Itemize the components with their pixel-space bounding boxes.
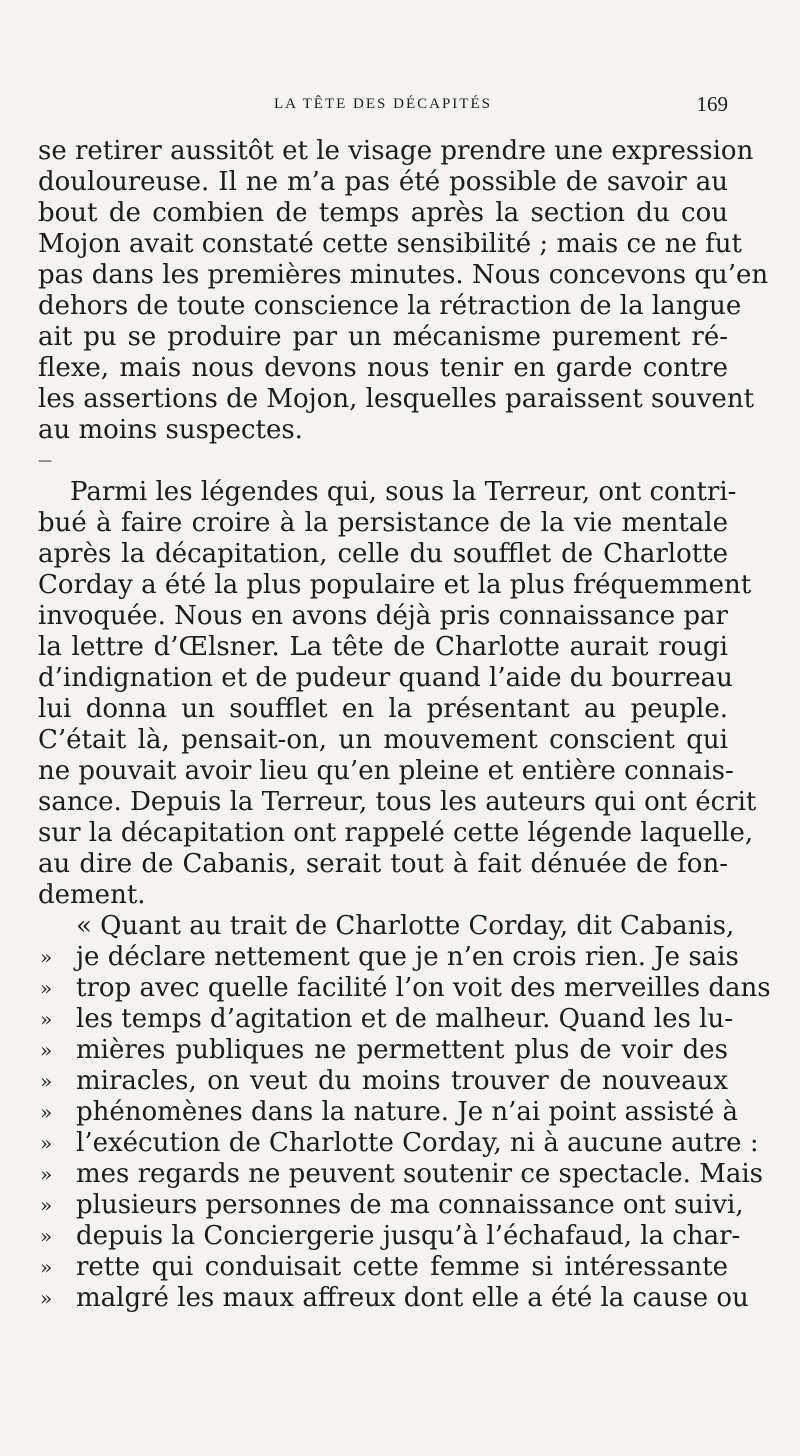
running-title: LA TÊTE DES DÉCAPITÉS [274,96,492,112]
quote-mark: » [40,976,53,1000]
quote-mark: » [40,1162,53,1186]
quote-text: plusieurs personnes de ma connaissance ont suivi, [76,1190,744,1220]
page-number: 169 [696,92,728,116]
section-separator: — [38,453,52,469]
quote-mark: » [40,1131,53,1155]
quote-line [38,942,739,973]
text-line: pas dans les premières minutes. Nous concevons qu’en [38,260,769,290]
text-line: C’était là, pensait-on, un mouvement conscient qui [38,725,728,755]
quote-mark: » [40,1100,53,1124]
quote-line [38,1283,749,1314]
quote-mark: » [40,1286,53,1310]
quote-text: les temps d’agitation et de malheur. Quand les lu- [76,1004,734,1034]
quote-line [38,1159,763,1190]
text-line: bué à faire croire à la persistance de la vie mentale [38,508,728,538]
text-line: douloureuse. Il ne m’a pas été possible de savoir au [38,167,728,197]
quote-mark: » [40,1038,53,1062]
text-line: au dire de Cabanis, serait tout à fait dénuée de fon- [38,849,728,879]
quote-line [38,1004,734,1035]
paragraph-continuation [38,136,769,446]
paragraph-charlotte-corday [38,477,757,911]
quote-line: « Quant au trait de Charlotte Corday, dit Cabanis, [76,911,735,941]
quote-mark: » [40,1069,53,1093]
text-line: se retirer aussitôt et le visage prendre une expression [38,136,754,166]
quote-text: miracles, on veut du moins trouver de nouveaux [76,1066,728,1096]
text-line: invoquée. Nous en avons déjà pris connaissance par [38,601,728,631]
text-line: après la décapitation, celle du soufflet de Charlotte [38,539,728,569]
quote-mark: » [40,1193,53,1217]
quote-mark: » [40,1255,53,1279]
text-line: lui donna un soufflet en la présentant au peuple. [38,694,728,724]
text-line: Mojon avait constaté cette sensibilité ; mais ce ne fut [38,229,742,259]
quote-line [38,1097,738,1128]
quote-text: l’exécution de Charlotte Corday, ni à aucune autre : [76,1128,759,1158]
text-line: sance. Depuis la Terreur, tous les auteurs qui ont écrit [38,787,757,817]
text-line: dement. [38,880,146,910]
quote-text: phénomènes dans la nature. Je n’ai point assisté à [76,1097,738,1127]
quote-text: trop avec quelle facilité l’on voit des merveilles dans [76,973,771,1003]
text-line: sur la décapitation ont rappelé cette légende laquelle, [38,818,754,848]
quote-line [38,973,771,1004]
quote-text: mières publiques ne permettent plus de voir des [76,1035,728,1065]
quote-mark: » [40,1007,53,1031]
quote-text: rette qui conduisait cette femme si intéressante [76,1252,728,1282]
quote-text: depuis la Conciergerie jusqu’à l’échafaud, la char- [76,1221,741,1251]
quote-line [38,1190,744,1221]
text-line: d’indignation et de pudeur quand l’aide du bourreau [38,663,733,693]
text-line: flexe, mais nous devons nous tenir en garde contre [38,353,728,383]
text-line: au moins suspectes. [38,415,303,445]
quote-text: malgré les maux affreux dont elle a été la cause ou [76,1283,749,1313]
quote-line [38,1128,759,1159]
page-header [38,92,728,122]
text-line: dehors de toute conscience la rétraction de la langue [38,291,742,321]
quote-mark: » [40,945,53,969]
quote-text: mes regards ne peuvent soutenir ce spectacle. Mais [76,1159,763,1189]
quote-mark: » [40,1224,53,1248]
quote-line [38,1066,728,1097]
text-line: Parmi les légendes qui, sous la Terreur, ont contri- [70,477,737,507]
cabanis-quotation [38,911,771,1314]
body-text [38,136,771,1314]
quote-line [38,1221,741,1252]
quote-text: je déclare nettement que je n’en crois rien. Je sais [76,942,739,972]
quote-line [38,1035,728,1066]
quote-line [38,1252,728,1283]
text-line: ne pouvait avoir lieu qu’en pleine et entière connais- [38,756,734,786]
text-line: ait pu se produire par un mécanisme purement ré- [38,322,728,352]
text-line: les assertions de Mojon, lesquelles paraissent souvent [38,384,755,414]
text-line: la lettre d’Œlsner. La tête de Charlotte aurait rougi [38,632,728,662]
text-line: bout de combien de temps après la section du cou [38,198,728,228]
text-line: Corday a été la plus populaire et la plus fréquemment [38,570,752,600]
